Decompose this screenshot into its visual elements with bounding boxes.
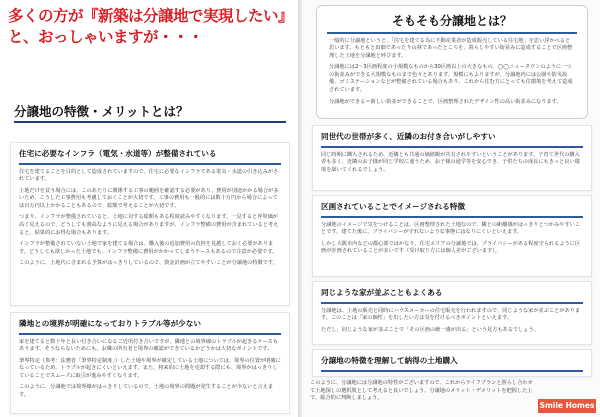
what-is-subdivision-box bbox=[316, 5, 588, 119]
card-title: 区画されていることでイメージされる特徴 bbox=[321, 202, 466, 211]
card-infrastructure bbox=[10, 142, 290, 306]
card-body bbox=[11, 169, 289, 269]
card-paragraph: このように、分譲地では境界線がはっきりしているので、土地の境界の問題が発生することが少ないと言えます。 bbox=[19, 384, 274, 399]
card-similar-houses bbox=[312, 281, 592, 345]
what-paragraph: 分譲地ができる＝新しい街並ができることで、区画整理されたデザイン性の高い街並みになります。 bbox=[329, 98, 562, 105]
what-title: そもそも分譲地とは？ bbox=[391, 14, 512, 28]
card-paragraph: 同じ時期に購入されるため、近隣とも共通の価値観が共有されやすいということがあります。子育て世代の購入者も多く、近隣のお子様が同じ学校に通うため、お子様の通学等を安心でき、子供たちの成長にもきっと良い環境を築いてくれるでしょう。 bbox=[321, 151, 580, 173]
card-paragraph: 分譲地のイメージで気をつけることは、区画整理された土地なので、隣との距離感がはっきりとつかみやすいことです。建てた後に、プライバシーが守れないような事態にはなりにくいといえます。 bbox=[321, 221, 581, 236]
card-paragraph: インフラが整備されていない土地で家を建てる場合は、購入後の追加費用の負担を見越しておく必要があります。どうしても欲しかった土地でも、インフラ整備に費用がかかってしまうケースもあるので注意が必要です。 bbox=[19, 241, 278, 255]
card-partition-image bbox=[312, 195, 592, 277]
card-paragraph: 住宅を建てることを目的として造成されていますので、住宅に必要なインフラである電気・水道の引き込みがされています。 bbox=[19, 168, 279, 183]
card-title: 隣地との境界が明確になっておりトラブル等が少ない bbox=[19, 319, 201, 328]
what-body bbox=[317, 38, 587, 107]
what-paragraph: 分譲地には2〜3区画程度の小規模なものから30区画以上の大きなもの、◯◯ニュータウンのように一つの街並みができる大規模なものまで色々とあります。規模にもよりますが、分譲地内には公園や防災設備、ゴミステーションなどが整備されている場合もあり、これから住む方にとっても住環境を考えて造成されています。 bbox=[329, 64, 573, 94]
card-body bbox=[313, 308, 591, 335]
card-paragraph: 分譲地は、土地の販売と同時にハウスメーカーの住宅販売を行われますので、同じような家が並ぶことがあります。このことは「家の個性」を出したい方は気を付けるべきポイントといえます。 bbox=[321, 307, 581, 322]
headline-line-1: 多くの方が『新築は分譲地で実現したい』 bbox=[8, 7, 294, 25]
card-paragraph: つまり、インフラが整備されていると、土地に対する総額もある程度読みやすくなります。一見すると坪単価が高く見えるので、どうしても割高なように見える場合がありますが、インフラ整備の費用が含まれていると考えると、結果的にお得な場合もあります。 bbox=[19, 214, 279, 236]
section-title: 分譲地の特徴・メリットとは？ bbox=[14, 104, 189, 119]
card-title: 住宅に必要なインフラ（電気・水道等）が整備されている bbox=[19, 149, 217, 158]
card-body bbox=[11, 339, 289, 400]
card-paragraph: しかし大阪市内などの都心部ではかなり、住宅エリアの分譲地では、プライバシーがある程度守られるように区画が計画されていることが多いです（受け取り方には個人差がございます）。 bbox=[321, 240, 581, 255]
card-rule bbox=[19, 333, 281, 335]
card-paragraph: 家を建てると数十年と長い付き合いになるご近所付き合いですが、隣地との境界線のトラブルが起きるケースもあります。そうならないためにも、お隣の所有者と境界の確認ができているかどうかは大切なポイントです。 bbox=[19, 338, 278, 353]
card-body bbox=[313, 152, 591, 175]
card-rule bbox=[19, 163, 281, 165]
card-paragraph: このように、土地代に含まれる予算がはっきりしているので、資金計画が立てやすいことが分譲地の特徴です。 bbox=[19, 260, 278, 267]
right-page bbox=[302, 0, 600, 417]
card-rule bbox=[321, 146, 583, 148]
card-rule bbox=[321, 216, 583, 218]
page-headline bbox=[8, 6, 293, 48]
card-paragraph: 土地だけを買う場合には、このあたりに関係する工事の範囲を確認する必要があり、費用が別途かかる場合が多いため、こうした工事費用も考慮しておくことが大切です。工事の費用も一般的には数十万円から場合によっては百万円以上かかることもあるので、総額で考えることが大切です。 bbox=[19, 187, 279, 209]
brand-logo[interactable]: Smile Homes bbox=[538, 399, 596, 413]
card-paragraph: 筆界特定（参考：法務省「筆界特定制度」）した土地や境界が確定している土地については、境界の位置が明確になっているため、トラブルが起きにくいといえます。また、将来的に土地を売却する際にも、境界がはっきりしていることでスムーズに取引が進みやすくなります。 bbox=[19, 357, 281, 379]
headline-line-2: と、おっしゃいますが・・・ bbox=[8, 28, 204, 46]
card-understand-purchase bbox=[312, 349, 592, 377]
card-title: 同じような家が並ぶこともよくある bbox=[321, 288, 443, 297]
card-title: 分譲地の特徴を理解して納得の土地購入 bbox=[321, 356, 458, 365]
card-body bbox=[313, 222, 591, 256]
card-rule bbox=[321, 370, 583, 372]
what-paragraph: 一般的に分譲地というと、「住宅を建てる為に不動産業者が造成販売している住宅地」を思い浮かべると思います。もともと田畑であったり山林であったところを、暮らしやすい街並みに造成することで区画整理した土地を分譲地と呼びます。 bbox=[329, 37, 573, 59]
closing-paragraph: このように、分譲地には分譲地の特性がございますので、これからライフプランと照らし合わせて土地探しの選択肢として考えると良いでしょう。分譲地のメリット・デメリットを把握した上で、総合的に判断しましょう。 bbox=[310, 380, 533, 402]
card-paragraph: ただし、同じような家が並ぶことで「その区画の統一感が出る」という見方もあるでしょう。 bbox=[321, 326, 539, 333]
card-title: 同世代の世帯が多く、近隣のお付き合いがしやすい bbox=[321, 132, 496, 141]
card-boundary bbox=[10, 312, 290, 414]
card-rule bbox=[321, 302, 583, 304]
card-same-generation bbox=[312, 125, 592, 191]
what-rule bbox=[327, 32, 577, 34]
section-title-rule bbox=[14, 121, 286, 123]
left-page bbox=[0, 0, 298, 417]
